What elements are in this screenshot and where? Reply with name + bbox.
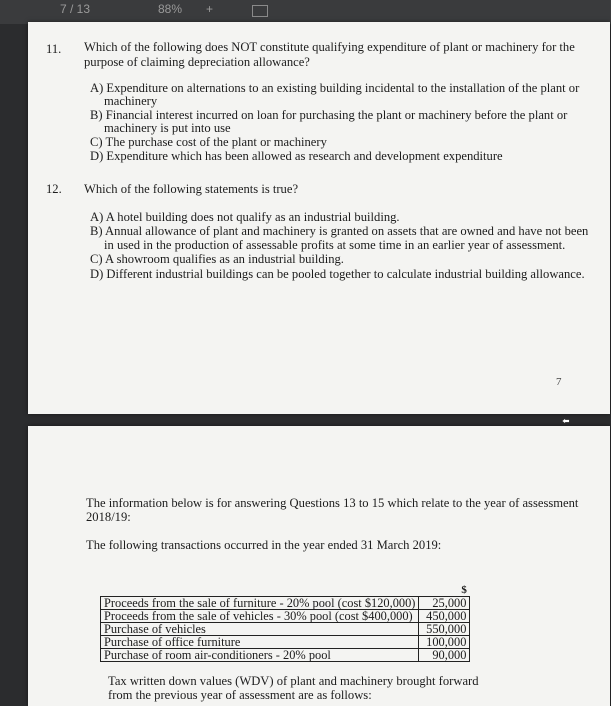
question-11-stem-line-2: purpose of claiming depreciation allowance? — [84, 55, 310, 69]
question-11-option-a-line-1: A) Expenditure on alternations to an existing building incidental to the installation of the plant or — [90, 81, 580, 95]
question-12-option-c: C) A showroom qualifies as an industrial building. — [90, 252, 344, 266]
question-11-option-b-line-1: B) Financial interest incurred on loan for purchasing the plant or machinery before the plant or — [90, 108, 568, 122]
intro-line-1: The information below is for answering Questions 13 to 15 which relate to the year of assessment — [86, 496, 579, 510]
table-row — [101, 636, 470, 649]
transaction-amount: 550,000 — [419, 623, 470, 636]
document-page-7 — [28, 22, 610, 414]
transaction-amount: 25,000 — [419, 597, 470, 610]
zoom-in-button[interactable]: + — [206, 2, 214, 16]
table-row — [101, 623, 470, 636]
transaction-item: Proceeds from the sale of vehicles - 30% pool (cost $400,000) — [101, 610, 419, 623]
question-11-option-d: D) Expenditure which has been allowed as research and development expenditure — [90, 149, 503, 163]
transaction-amount: 90,000 — [419, 649, 470, 662]
transaction-item: Purchase of room air-conditioners - 20% pool — [101, 649, 419, 662]
wdv-line-2: from the previous year of assessment are as follows: — [108, 688, 372, 702]
question-12-number: 12. — [46, 182, 62, 196]
table-row — [101, 597, 470, 610]
page-number: 7 — [556, 376, 562, 388]
question-11-stem-line-1: Which of the following does NOT constitute qualifying expenditure of plant or machinery for the — [84, 40, 575, 54]
mouse-cursor-icon — [562, 416, 570, 426]
page-indicator: 7 / 13 — [60, 2, 91, 16]
question-12-option-d: D) Different industrial buildings can be pooled together to calculate industrial building allowance. — [90, 267, 585, 281]
transaction-item: Proceeds from the sale of furniture - 20% pool (cost $120,000) — [101, 597, 419, 610]
transaction-item: Purchase of office furniture — [101, 636, 419, 649]
transactions-heading: The following transactions occurred in the year ended 31 March 2019: — [86, 538, 442, 552]
document-page-8 — [28, 426, 610, 706]
transactions-table — [100, 584, 470, 662]
wdv-line-1: Tax written down values (WDV) of plant and machinery brought forward — [108, 674, 479, 688]
table-row — [101, 649, 470, 662]
question-12-stem: Which of the following statements is true? — [84, 182, 299, 196]
table-header-row — [101, 584, 470, 597]
question-12-option-b-line-2: in used in the production of assessable profits at some time in an earlier year of assessment. — [104, 238, 566, 252]
question-11-option-a-line-2: machinery — [104, 94, 158, 108]
currency-header: $ — [461, 584, 467, 596]
intro-line-2: 2018/19: — [86, 510, 131, 524]
transaction-item: Purchase of vehicles — [101, 623, 419, 636]
transaction-amount: 100,000 — [419, 636, 470, 649]
table-row — [101, 610, 470, 623]
fit-page-icon[interactable] — [252, 5, 268, 17]
question-12-option-b-line-1: B) Annual allowance of plant and machinery is granted on assets that are owned and have not been — [90, 224, 589, 238]
question-11-number: 11. — [46, 42, 62, 56]
question-12-option-a: A) A hotel building does not qualify as an industrial building. — [90, 210, 400, 224]
zoom-level[interactable]: 88% — [158, 2, 183, 16]
transaction-amount: 450,000 — [419, 610, 470, 623]
question-11-option-c: C) The purchase cost of the plant or machinery — [90, 135, 327, 149]
viewer-toolbar — [0, 0, 611, 24]
question-11-option-b-line-2: machinery is put into use — [104, 121, 231, 135]
